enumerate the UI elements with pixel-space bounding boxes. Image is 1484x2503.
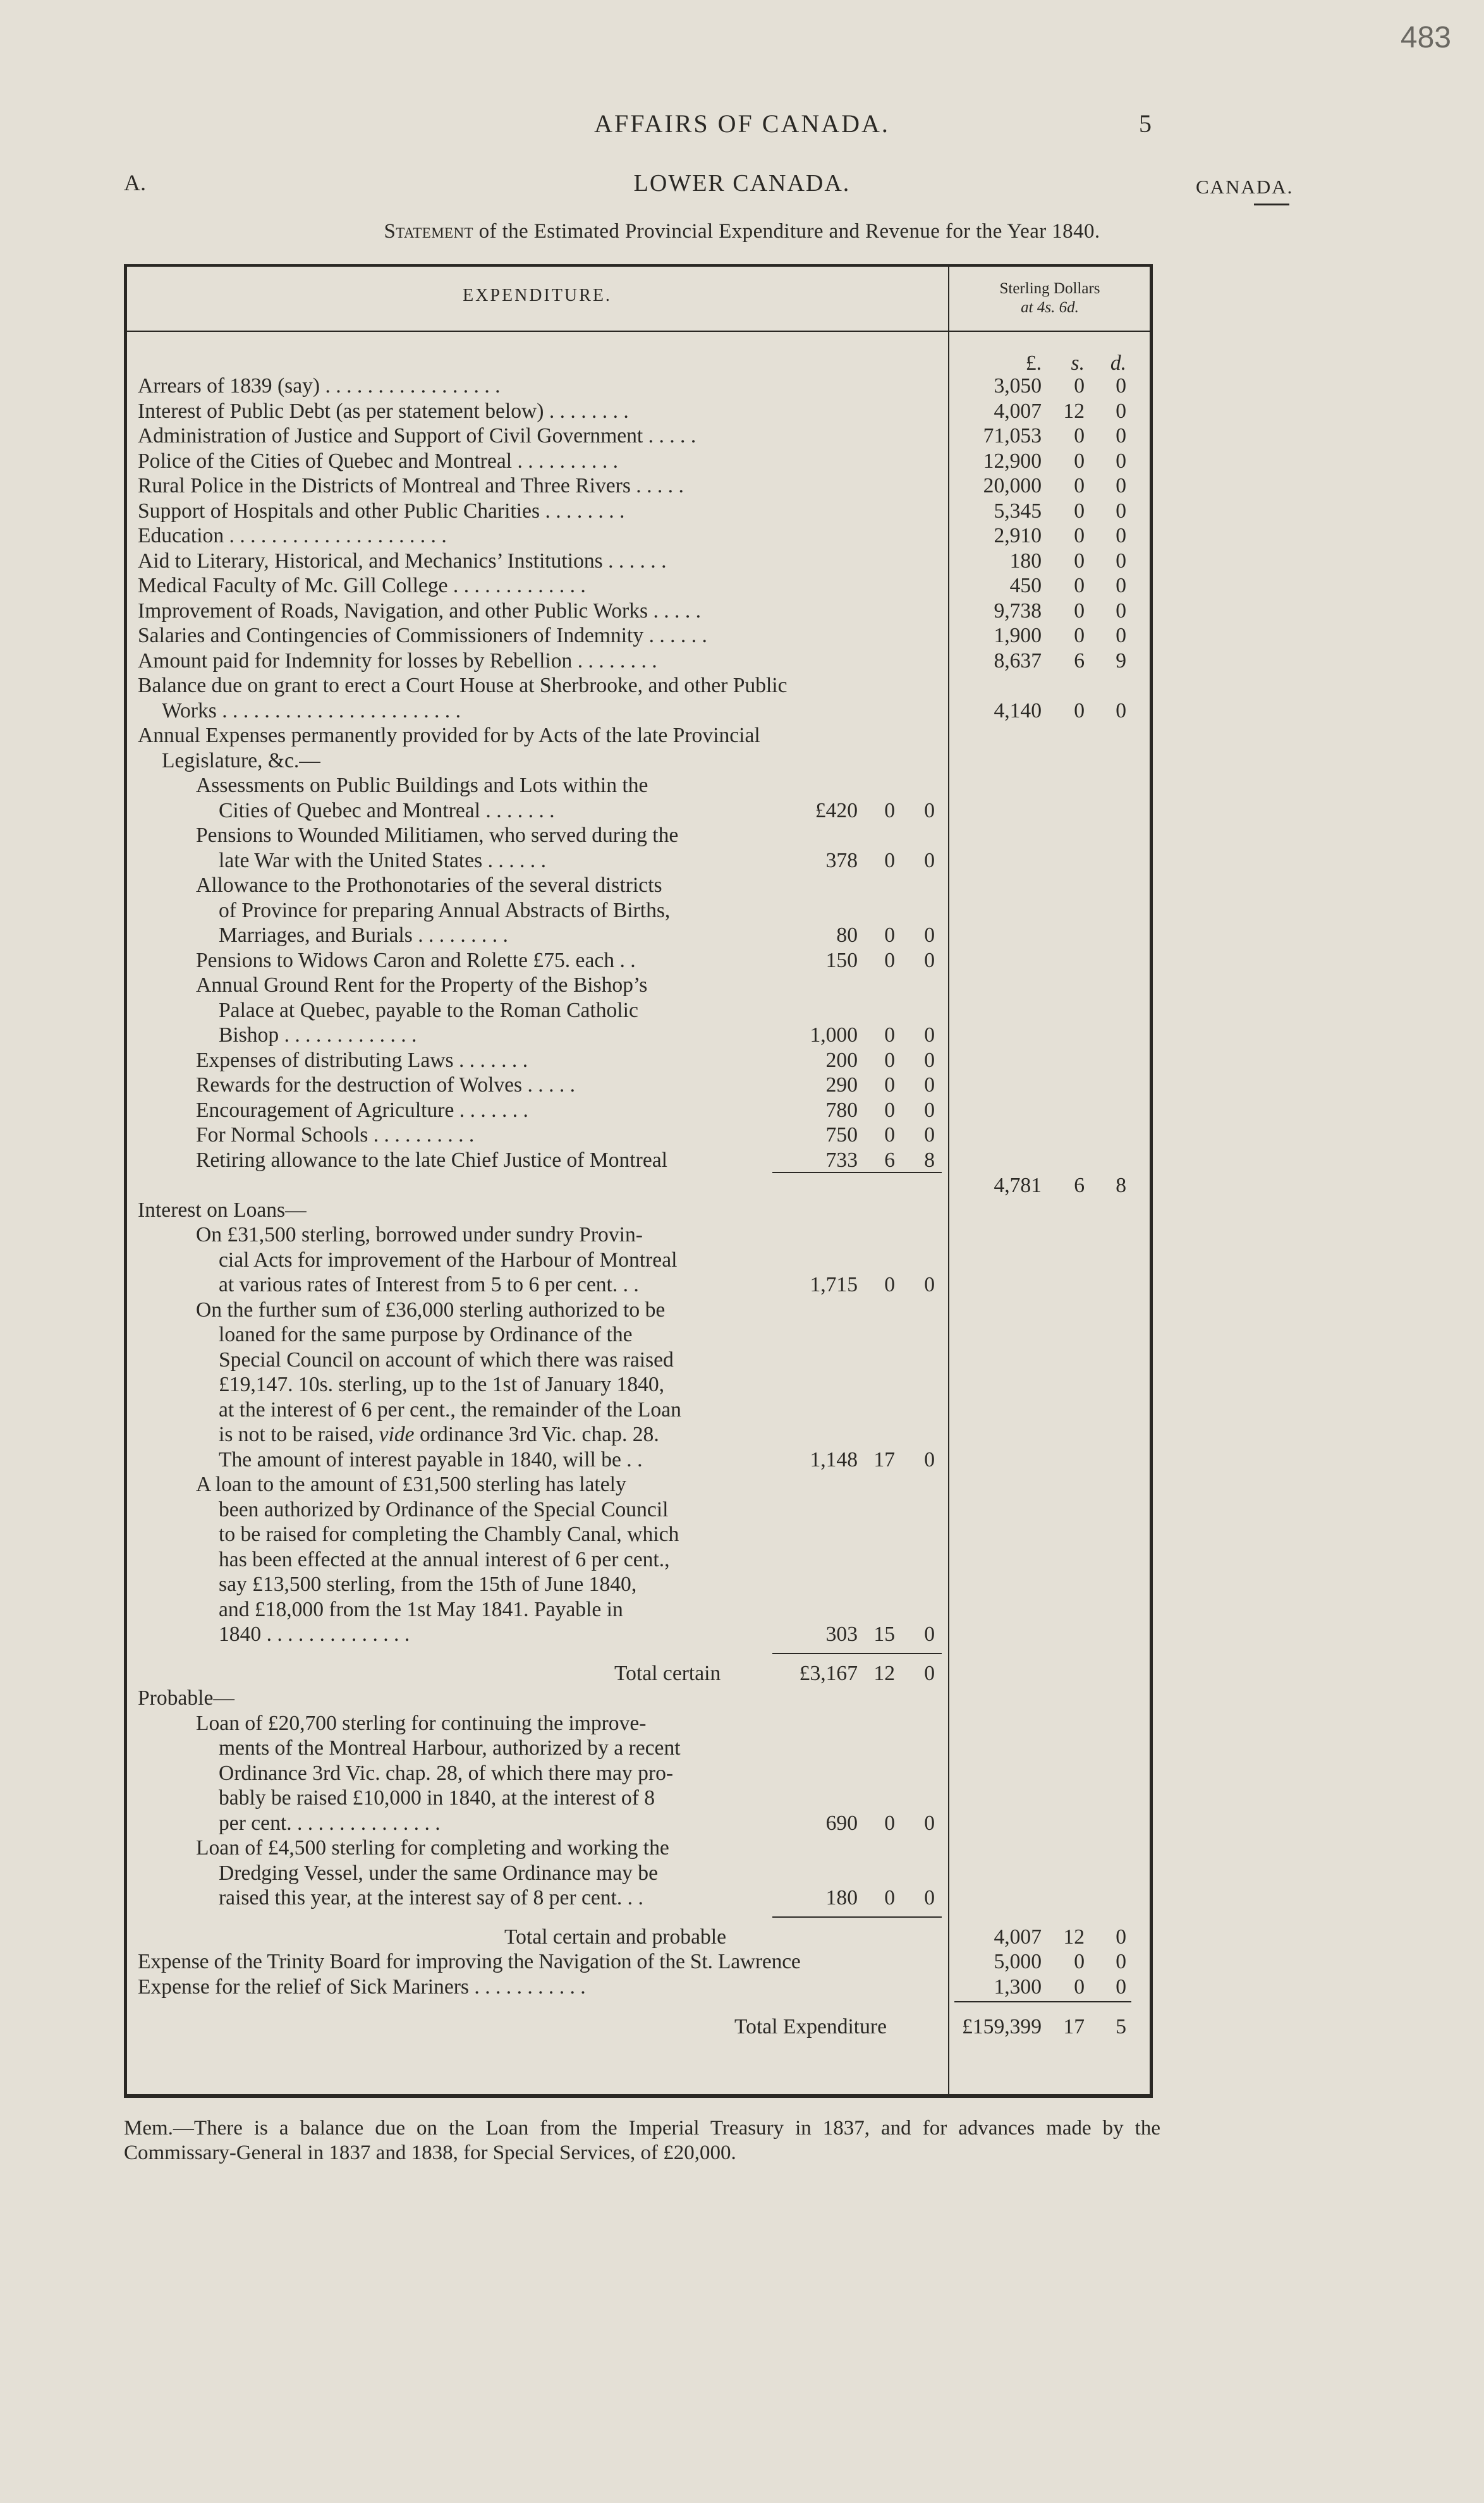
amount-pence: 0: [1116, 374, 1126, 398]
subtotal-rule: [772, 1653, 942, 1654]
probable-item-label: Loan of £4,500 sterling for completing and working the: [196, 1836, 669, 1860]
amount-shillings: 0: [1074, 599, 1085, 623]
amount-pence: 0: [1116, 599, 1126, 623]
statement-lead: Statement: [384, 220, 473, 243]
amount-pence: 0: [1116, 698, 1126, 722]
expense-item-label: Salaries and Contingencies of Commissioners of Indemnity . . . . . .: [138, 624, 707, 647]
loan-item-label: been authorized by Ordinance of the Special Council: [219, 1497, 669, 1521]
sub-amount-pounds: £3,167: [799, 1661, 858, 1685]
sub-amount-pounds: 733: [825, 1148, 858, 1172]
annual-item-label: Allowance to the Prothonotaries of the several districts: [196, 874, 662, 897]
sub-amount-pence: 0: [924, 798, 935, 822]
sub-amount-pence: 0: [924, 923, 935, 947]
sub-amount-shillings: 0: [884, 923, 895, 947]
annual-heading: Annual Expenses permanently provided for by Acts of the late Provincial: [138, 724, 760, 747]
amount-pence: 0: [1116, 399, 1126, 423]
section-label: A.: [124, 170, 146, 195]
amount-pounds: 450: [1009, 574, 1042, 597]
sterling-header: [951, 279, 1149, 317]
annual-item-label: Retiring allowance to the late Chief Justice of Montreal: [196, 1148, 667, 1172]
amount-pounds: 71,053: [983, 424, 1042, 448]
expense-item-label: Amount paid for Indemnity for losses by Rebellion . . . . . . . .: [138, 649, 657, 673]
amount-shillings: 0: [1074, 549, 1085, 573]
probable-item-label: Dredging Vessel, under the same Ordinance may be: [219, 1861, 658, 1885]
loan-item-label: On the further sum of £36,000 sterling authorized to be: [196, 1298, 666, 1322]
sub-amount-pence: 0: [924, 1447, 935, 1471]
probable-item-label: ments of the Montreal Harbour, authorized by a recent: [219, 1736, 681, 1760]
sub-amount-shillings: 0: [884, 1048, 895, 1072]
sub-amount-pence: 0: [924, 1123, 935, 1147]
amount-shillings: 0: [1074, 624, 1085, 647]
sterling-header-line2: at 4s. 6d.: [1021, 299, 1079, 316]
trinity-label: Expense of the Trinity Board for improving the Navigation of the St. Lawrence: [138, 1950, 801, 1973]
sherbrooke-line: Works . . . . . . . . . . . . . . . . . . . . . . .: [162, 698, 461, 722]
sub-amount-pounds: 303: [825, 1623, 858, 1646]
loan-item-label: say £13,500 sterling, from the 15th of June 1840,: [219, 1573, 637, 1596]
sub-amount-pence: 0: [924, 948, 935, 972]
statement-title: [0, 220, 1484, 243]
sub-amount-pence: 0: [924, 1811, 935, 1835]
amount-shillings: 0: [1074, 499, 1085, 523]
sub-amount-pence: 0: [924, 1098, 935, 1122]
annual-item-label: Cities of Quebec and Montreal . . . . . . .: [219, 798, 555, 822]
loan-item-label: £19,147. 10s. sterling, up to the 1st of January 1840,: [219, 1373, 665, 1396]
probable-item-label: Loan of £20,700 sterling for continuing the improve-: [196, 1711, 647, 1735]
amount-pounds: 2,910: [994, 524, 1042, 547]
amount-shillings: 0: [1074, 1950, 1085, 1973]
sub-amount-pence: 0: [924, 1048, 935, 1072]
folio-number: 483: [1400, 21, 1451, 54]
amount-shillings: 17: [1063, 2015, 1085, 2038]
sub-amount-shillings: 0: [884, 1023, 895, 1047]
loan-item-label: to be raised for completing the Chambly Canal, which: [219, 1523, 679, 1546]
mariners-label: Expense for the relief of Sick Mariners . . . . . . . . . . .: [138, 1975, 586, 1999]
sub-amount-pounds: 780: [825, 1098, 858, 1122]
expense-item-label: Education . . . . . . . . . . . . . . . . . . . . .: [138, 524, 447, 547]
subtitle: LOWER CANADA.: [633, 170, 851, 197]
amount-pence: 0: [1116, 624, 1126, 647]
amount-pounds: 4,781: [994, 1174, 1042, 1197]
amount-pounds: 12,900: [983, 449, 1042, 473]
amount-shillings: 12: [1063, 1925, 1085, 1949]
annual-item-label: of Province for preparing Annual Abstracts of Births,: [219, 898, 671, 922]
memo-note: Mem.—There is a balance due on the Loan from the Imperial Treasury in 1837, and for advances made by the Commissary-General in 1837 and 1838, for Special Services, of £20,000.: [124, 2117, 1160, 2164]
annual-item-label: Marriages, and Burials . . . . . . . . .: [219, 923, 508, 947]
sub-amount-pounds: 200: [825, 1048, 858, 1072]
sub-amount-pence: 0: [924, 1273, 935, 1296]
amount-pence: 0: [1116, 424, 1126, 448]
sub-amount-shillings: 0: [884, 1073, 895, 1097]
expense-item-label: Support of Hospitals and other Public Charities . . . . . . . .: [138, 499, 625, 523]
loan-item-label: has been effected at the annual interest of 6 per cent.,: [219, 1547, 670, 1571]
sub-amount-shillings: 15: [873, 1623, 895, 1646]
total-certain-label: Total certain: [614, 1661, 721, 1685]
annual-item-label: late War with the United States . . . . . .: [219, 848, 546, 872]
annual-item-label: Expenses of distributing Laws . . . . . . .: [196, 1048, 528, 1072]
loan-item-label: at various rates of Interest from 5 to 6 per cent. . .: [219, 1273, 639, 1296]
expense-item-label: Rural Police in the Districts of Montreal and Three Rivers . . . . .: [138, 474, 684, 497]
amount-shillings: 6: [1074, 1174, 1085, 1197]
header-rule: [127, 331, 1150, 332]
loan-item-label: A loan to the amount of £31,500 sterling has lately: [196, 1473, 626, 1496]
running-head: AFFAIRS OF CANADA.: [594, 109, 890, 138]
amount-pounds: 20,000: [983, 474, 1042, 497]
amount-shillings: 0: [1074, 374, 1085, 398]
amount-pence: 0: [1116, 549, 1126, 573]
sub-amount-pounds: 1,000: [810, 1023, 858, 1047]
unit-shillings: s.: [1071, 351, 1085, 375]
sub-amount-pence: 0: [924, 1073, 935, 1097]
amount-shillings: 0: [1074, 524, 1085, 547]
amount-pounds: 5,000: [994, 1950, 1042, 1973]
sub-amount-shillings: 12: [873, 1661, 895, 1685]
statement-rest: of the Estimated Provincial Expenditure and Revenue for the Year 1840.: [473, 220, 1100, 243]
sub-amount-pounds: 1,148: [810, 1447, 858, 1471]
amount-pounds: 4,007: [994, 1925, 1042, 1949]
unit-pence: d.: [1110, 351, 1126, 375]
expenditure-header: EXPENDITURE.: [463, 286, 612, 305]
amount-pounds: 4,140: [994, 698, 1042, 722]
amount-pence: 0: [1116, 1950, 1126, 1973]
grand-total-rule: [954, 2001, 1131, 2002]
side-note-rule: [1254, 204, 1289, 205]
sub-amount-pounds: 750: [825, 1123, 858, 1147]
sub-amount-shillings: 0: [884, 798, 895, 822]
side-note: CANADA.: [1196, 176, 1294, 198]
amount-pence: 8: [1116, 1174, 1126, 1197]
unit-pounds: £.: [1025, 351, 1042, 375]
sub-amount-pence: 0: [924, 1661, 935, 1685]
annual-item-label: Rewards for the destruction of Wolves . . . . .: [196, 1073, 576, 1097]
amount-shillings: 12: [1063, 399, 1085, 423]
sub-amount-shillings: 0: [884, 1273, 895, 1296]
loan-item-label: loaned for the same purpose by Ordinance of the: [219, 1323, 633, 1346]
amount-shillings: 0: [1074, 449, 1085, 473]
amount-pounds: 8,637: [994, 649, 1042, 673]
amount-pence: 0: [1116, 1975, 1126, 1999]
amount-pounds: 1,900: [994, 624, 1042, 647]
expense-item-label: Administration of Justice and Support of Civil Government . . . . .: [138, 424, 696, 448]
sub-amount-shillings: 0: [884, 1098, 895, 1122]
page-number: 5: [1139, 109, 1152, 138]
amount-pence: 0: [1116, 499, 1126, 523]
loan-item-label: and £18,000 from the 1st May 1841. Payable in: [219, 1597, 623, 1621]
sub-amount-pounds: £420: [815, 798, 858, 822]
amount-shillings: 0: [1074, 424, 1085, 448]
loan-item-label: is not to be raised, vide ordinance 3rd Vic. chap. 28.: [219, 1423, 659, 1446]
total-probable-label: Total certain and probable: [504, 1925, 726, 1949]
amount-pounds: £159,399: [962, 2015, 1042, 2038]
sub-amount-pence: 0: [924, 1623, 935, 1646]
annual-item-label: Assessments on Public Buildings and Lots within the: [196, 774, 648, 797]
amount-pence: 5: [1116, 2015, 1126, 2038]
probable-item-label: raised this year, at the interest say of 8 per cent. . .: [219, 1886, 643, 1909]
amount-shillings: 0: [1074, 698, 1085, 722]
amount-shillings: 0: [1074, 1975, 1085, 1999]
interest-heading: Interest on Loans—: [138, 1198, 307, 1222]
annual-item-label: Pensions to Widows Caron and Rolette £75. each . .: [196, 948, 636, 972]
subtotal-rule: [772, 1916, 942, 1918]
amount-pence: 0: [1116, 524, 1126, 547]
sub-amount-shillings: 17: [873, 1447, 895, 1471]
annual-item-label: Encouragement of Agriculture . . . . . . .: [196, 1098, 528, 1122]
amount-shillings: 0: [1074, 474, 1085, 497]
amount-pence: 9: [1116, 649, 1126, 673]
sub-amount-pence: 0: [924, 1023, 935, 1047]
loan-item-label: 1840 . . . . . . . . . . . . . .: [219, 1623, 410, 1646]
sherbrooke-line: Balance due on grant to erect a Court House at Sherbrooke, and other Public: [138, 674, 788, 697]
amount-pounds: 180: [1009, 549, 1042, 573]
annual-item-label: Annual Ground Rent for the Property of the Bishop’s: [196, 973, 648, 997]
expense-item-label: Police of the Cities of Quebec and Montreal . . . . . . . . . .: [138, 449, 619, 473]
amount-pence: 0: [1116, 474, 1126, 497]
loan-item-label: Special Council on account of which there was raised: [219, 1348, 674, 1372]
loan-item-label: at the interest of 6 per cent., the remainder of the Loan: [219, 1398, 681, 1422]
expense-item-label: Arrears of 1839 (say) . . . . . . . . . . . . . . . . .: [138, 374, 501, 398]
sub-amount-shillings: 0: [884, 1123, 895, 1147]
expense-item-label: Medical Faculty of Mc. Gill College . . . . . . . . . . . . .: [138, 574, 586, 597]
sub-amount-pounds: 80: [836, 923, 858, 947]
probable-item-label: per cent. . . . . . . . . . . . . . .: [219, 1811, 441, 1835]
annual-item-label: Bishop . . . . . . . . . . . . .: [219, 1023, 417, 1047]
sub-amount-pence: 8: [924, 1148, 935, 1172]
amount-pounds: 4,007: [994, 399, 1042, 423]
expense-item-label: Improvement of Roads, Navigation, and other Public Works . . . . .: [138, 599, 702, 623]
sub-amount-shillings: 0: [884, 1886, 895, 1909]
sub-amount-shillings: 0: [884, 848, 895, 872]
amount-pounds: 9,738: [994, 599, 1042, 623]
sub-amount-pounds: 150: [825, 948, 858, 972]
amount-pounds: 3,050: [994, 374, 1042, 398]
probable-heading: Probable—: [138, 1686, 234, 1710]
amount-shillings: 6: [1074, 649, 1085, 673]
sub-amount-pounds: 690: [825, 1811, 858, 1835]
grand-total-label: Total Expenditure: [734, 2015, 887, 2038]
amount-pence: 0: [1116, 1925, 1126, 1949]
amount-shillings: 0: [1074, 574, 1085, 597]
expense-item-label: Interest of Public Debt (as per statement below) . . . . . . . .: [138, 399, 629, 423]
loan-item-label: On £31,500 sterling, borrowed under sundry Provin-: [196, 1223, 643, 1246]
annual-item-label: Palace at Quebec, payable to the Roman Catholic: [219, 998, 638, 1022]
amount-pence: 0: [1116, 574, 1126, 597]
sub-amount-pounds: 180: [825, 1886, 858, 1909]
sub-amount-shillings: 0: [884, 948, 895, 972]
sub-amount-pence: 0: [924, 848, 935, 872]
sub-amount-pounds: 1,715: [810, 1273, 858, 1296]
annual-item-label: Pensions to Wounded Militiamen, who served during the: [196, 824, 679, 847]
subtotal-rule: [772, 1172, 942, 1173]
probable-item-label: Ordinance 3rd Vic. chap. 28, of which there may pro-: [219, 1761, 674, 1785]
sub-amount-pounds: 378: [825, 848, 858, 872]
amount-pounds: 1,300: [994, 1975, 1042, 1999]
sub-amount-shillings: 0: [884, 1811, 895, 1835]
annual-heading: Legislature, &c.—: [162, 748, 320, 772]
sub-amount-shillings: 6: [884, 1148, 895, 1172]
amount-pence: 0: [1116, 449, 1126, 473]
loan-item-label: cial Acts for improvement of the Harbour of Montreal: [219, 1248, 678, 1272]
sub-amount-pence: 0: [924, 1886, 935, 1909]
loan-item-label: The amount of interest payable in 1840, will be . .: [219, 1447, 643, 1471]
annual-item-label: For Normal Schools . . . . . . . . . .: [196, 1123, 475, 1147]
amount-pounds: 5,345: [994, 499, 1042, 523]
probable-item-label: bably be raised £10,000 in 1840, at the interest of 8: [219, 1786, 655, 1810]
expense-item-label: Aid to Literary, Historical, and Mechanics’ Institutions . . . . . .: [138, 549, 667, 573]
sterling-header-line1: Sterling Dollars: [999, 280, 1100, 297]
sub-amount-pounds: 290: [825, 1073, 858, 1097]
